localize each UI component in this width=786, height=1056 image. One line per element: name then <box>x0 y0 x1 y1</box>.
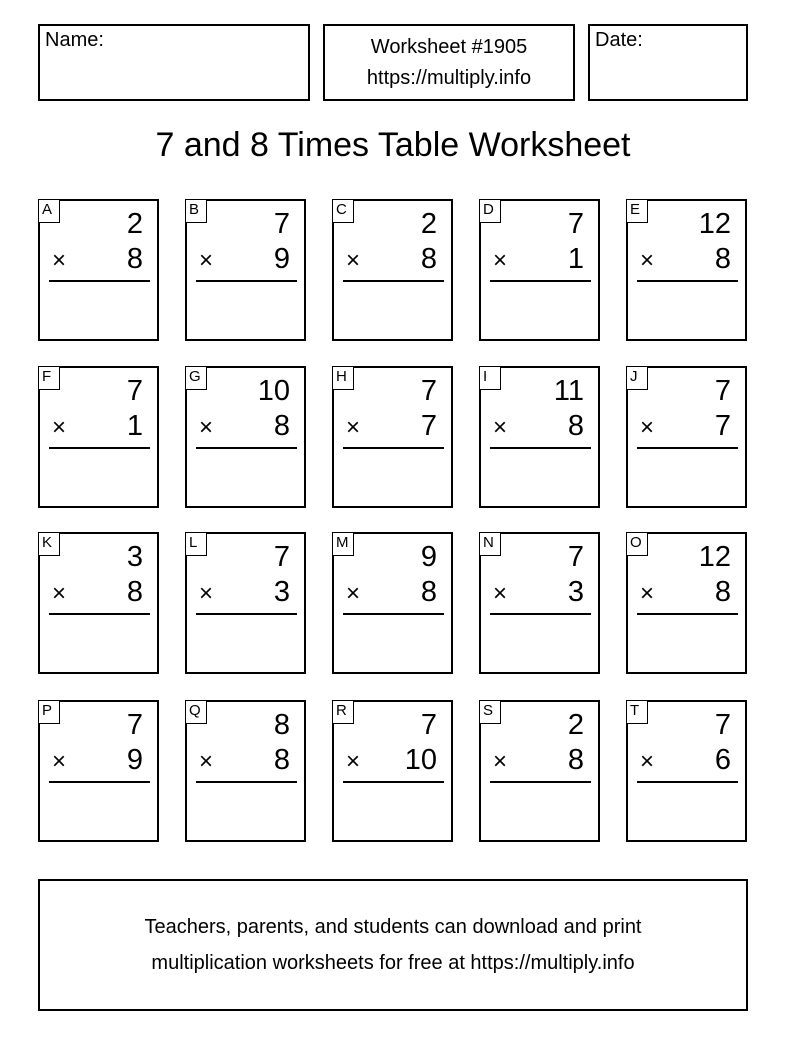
answer-line <box>343 280 444 282</box>
problem-letter: O <box>626 532 648 556</box>
multiplicand: 11 <box>553 375 584 407</box>
problem-letter: D <box>479 199 501 223</box>
times-sign: × <box>52 748 67 775</box>
multiplicand: 3 <box>126 541 143 573</box>
times-sign: × <box>493 414 508 441</box>
multiplicand: 2 <box>126 208 143 240</box>
problem-card[interactable] <box>626 700 747 842</box>
worksheet-number: Worksheet #1905 <box>370 36 528 58</box>
times-sign: × <box>199 414 214 441</box>
times-sign: × <box>493 247 508 274</box>
multiplicand: 10 <box>257 375 290 407</box>
multiplier: 8 <box>714 243 731 275</box>
multiplicand: 7 <box>126 709 143 741</box>
footer-text-line-2: multiplication worksheets for free at https://multiply.info <box>151 952 635 974</box>
answer-line <box>49 613 150 615</box>
times-sign: × <box>346 247 361 274</box>
problem-card[interactable] <box>626 366 747 508</box>
multiplier: 8 <box>126 576 143 608</box>
answer-line <box>637 613 738 615</box>
problem-card[interactable] <box>332 700 453 842</box>
answer-line <box>490 781 591 783</box>
multiplicand: 9 <box>420 541 437 573</box>
problem-card[interactable] <box>185 532 306 674</box>
answer-line <box>49 280 150 282</box>
multiplicand: 12 <box>698 208 731 240</box>
name-label: Name: <box>45 29 104 51</box>
times-sign: × <box>52 414 67 441</box>
answer-line <box>343 613 444 615</box>
problem-letter: M <box>332 532 354 556</box>
problem-letter: R <box>332 700 354 724</box>
multiplicand: 7 <box>126 375 143 407</box>
multiplicand: 7 <box>273 208 290 240</box>
multiplier: 7 <box>714 410 731 442</box>
problem-letter: I <box>479 366 501 390</box>
multiplier: 8 <box>273 410 290 442</box>
multiplicand: 8 <box>273 709 290 741</box>
multiplier: 9 <box>273 243 290 275</box>
problem-card[interactable] <box>626 199 747 341</box>
answer-line <box>196 447 297 449</box>
problem-card[interactable] <box>332 366 453 508</box>
problem-letter: G <box>185 366 207 390</box>
answer-line <box>343 781 444 783</box>
answer-line <box>196 613 297 615</box>
multiplier: 8 <box>567 744 584 776</box>
multiplier: 10 <box>404 744 437 776</box>
problem-letter: Q <box>185 700 207 724</box>
times-sign: × <box>346 748 361 775</box>
answer-line <box>196 781 297 783</box>
problem-card[interactable] <box>479 700 600 842</box>
multiplicand: 7 <box>420 375 437 407</box>
problem-card[interactable] <box>626 532 747 674</box>
multiplier: 8 <box>420 243 437 275</box>
multiplier: 7 <box>420 410 437 442</box>
times-sign: × <box>493 748 508 775</box>
times-sign: × <box>493 580 508 607</box>
problem-card[interactable] <box>38 366 159 508</box>
multiplier: 9 <box>126 744 143 776</box>
multiplier: 8 <box>567 410 584 442</box>
problem-letter: K <box>38 532 60 556</box>
footer-box <box>38 879 748 1011</box>
times-sign: × <box>346 414 361 441</box>
problem-card[interactable] <box>332 532 453 674</box>
problem-card[interactable] <box>479 199 600 341</box>
problem-card[interactable] <box>332 199 453 341</box>
times-sign: × <box>640 414 655 441</box>
multiplicand: 7 <box>714 709 731 741</box>
answer-line <box>637 447 738 449</box>
times-sign: × <box>346 580 361 607</box>
footer-text-line-1: Teachers, parents, and students can download and print <box>144 916 642 938</box>
multiplier: 1 <box>126 410 143 442</box>
problem-card[interactable] <box>479 532 600 674</box>
answer-line <box>637 781 738 783</box>
multiplicand: 7 <box>567 541 584 573</box>
problem-card[interactable] <box>479 366 600 508</box>
problem-letter: N <box>479 532 501 556</box>
problem-card[interactable] <box>185 366 306 508</box>
multiplicand: 7 <box>567 208 584 240</box>
multiplier: 3 <box>567 576 584 608</box>
problem-letter: F <box>38 366 60 390</box>
multiplier: 1 <box>567 243 584 275</box>
multiplicand: 7 <box>273 541 290 573</box>
answer-line <box>49 781 150 783</box>
times-sign: × <box>52 580 67 607</box>
answer-line <box>490 613 591 615</box>
multiplier: 8 <box>273 744 290 776</box>
page-title: 7 and 8 Times Table Worksheet <box>155 126 631 164</box>
multiplier: 3 <box>273 576 290 608</box>
multiplicand: 7 <box>420 709 437 741</box>
multiplicand: 2 <box>567 709 584 741</box>
multiplier: 8 <box>126 243 143 275</box>
problem-card[interactable] <box>38 199 159 341</box>
multiplier: 8 <box>714 576 731 608</box>
problem-letter: P <box>38 700 60 724</box>
problem-letter: B <box>185 199 207 223</box>
problem-letter: H <box>332 366 354 390</box>
problem-card[interactable] <box>185 199 306 341</box>
times-sign: × <box>199 748 214 775</box>
problem-letter: S <box>479 700 501 724</box>
problem-letter: E <box>626 199 648 223</box>
multiplicand: 7 <box>714 375 731 407</box>
problem-card[interactable] <box>185 700 306 842</box>
problem-letter: T <box>626 700 648 724</box>
worksheet-url[interactable]: https://multiply.info <box>366 67 532 89</box>
multiplier: 6 <box>714 744 731 776</box>
answer-line <box>637 280 738 282</box>
problem-card[interactable] <box>38 532 159 674</box>
times-sign: × <box>52 247 67 274</box>
times-sign: × <box>640 247 655 274</box>
times-sign: × <box>199 247 214 274</box>
times-sign: × <box>640 580 655 607</box>
problem-card[interactable] <box>38 700 159 842</box>
answer-line <box>490 447 591 449</box>
date-label: Date: <box>595 29 643 51</box>
answer-line <box>343 447 444 449</box>
multiplicand: 2 <box>420 208 437 240</box>
problem-letter: C <box>332 199 354 223</box>
answer-line <box>490 280 591 282</box>
answer-line <box>49 447 150 449</box>
problem-letter: L <box>185 532 207 556</box>
multiplier: 8 <box>420 576 437 608</box>
multiplicand: 12 <box>698 541 731 573</box>
times-sign: × <box>199 580 214 607</box>
answer-line <box>196 280 297 282</box>
problem-letter: J <box>626 366 648 390</box>
problem-letter: A <box>38 199 60 223</box>
times-sign: × <box>640 748 655 775</box>
